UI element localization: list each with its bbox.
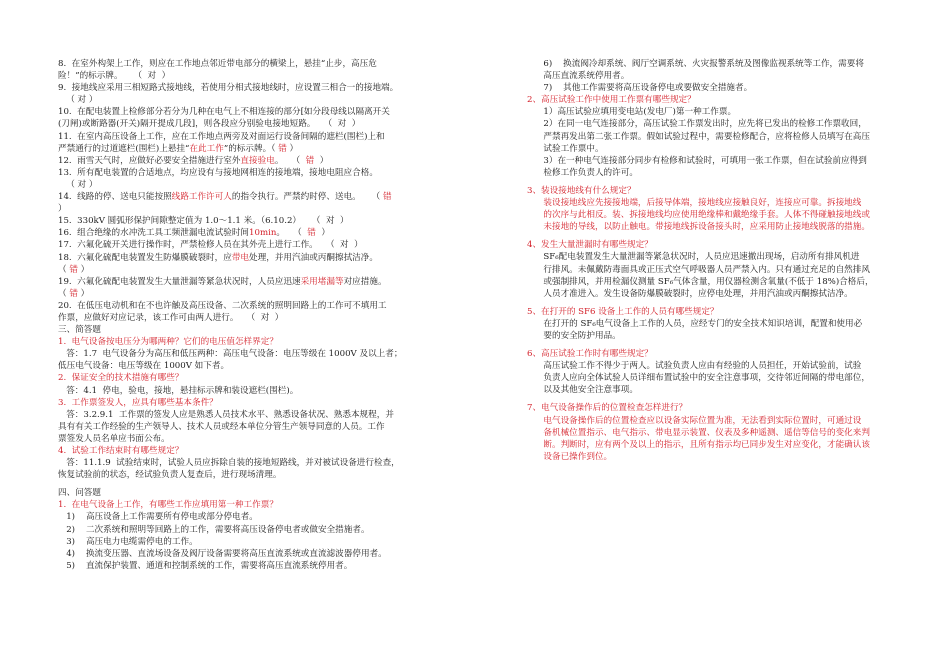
- highlighted-text: 2. 保证安全的技术措施有哪些？: [58, 373, 184, 384]
- text-span: 恢复试验前的状态，经试验负责人复查后，进行现场清理。: [58, 470, 282, 481]
- highlighted-text: 在此工作: [189, 143, 224, 154]
- left-line: [58, 524, 458, 536]
- left-line: [58, 118, 458, 130]
- text-span: 9. 接地线应采用三相短路式接地线，若使用分相式接地线时，应设置三相合一的接地端。: [58, 83, 399, 94]
- text-span: ）: [77, 264, 90, 275]
- highlighted-text: 带电: [231, 252, 250, 263]
- text-span: 对应措施。: [343, 276, 387, 287]
- left-line: [58, 372, 458, 384]
- highlighted-text: 的次序与此相反。装、拆接地线均应使用绝缘棒和戴绝缘手套。人体不得碰触接地线或: [527, 210, 870, 221]
- right-line: [527, 167, 902, 179]
- text-span: （ 对 ）: [58, 179, 98, 190]
- highlighted-text: 线路工作许可人: [171, 192, 232, 203]
- text-span: 答：1.7 电气设备分为高压和低压两种：高压电气设备：电压等级在 1000V 及以上者；: [58, 349, 403, 360]
- highlighted-text: 1. 电气设备按电压分为哪两种？它们的电压值怎样界定？: [58, 337, 278, 348]
- left-line: [58, 179, 458, 191]
- text-span: 严禁通行的过道遮栏(围栏)上悬挂“: [58, 143, 190, 154]
- right-line: [527, 70, 902, 82]
- right-line: [527, 82, 902, 94]
- left-line: [58, 276, 458, 288]
- left-line: [58, 227, 458, 239]
- highlighted-text: 3、装设接地线有什么规定？: [527, 185, 636, 196]
- left-line: [58, 487, 458, 499]
- right-line: [527, 306, 902, 318]
- left-line: [58, 143, 458, 155]
- highlighted-text: 5、在打开的 SF6 设备上工作的人员有哪些规定？: [527, 306, 719, 317]
- highlighted-text: 10min: [249, 228, 277, 239]
- text-span: 答：4.1 停电，验电，接地，悬挂标示牌和装设遮栏(围栏)。: [58, 385, 299, 396]
- text-span: （: [58, 264, 70, 275]
- text-span: 负责人应向全体试验人员详细布置试验中的安全注意事项，交待邻近间隔的带电部位，: [527, 373, 870, 384]
- left-line: [58, 300, 458, 312]
- highlighted-text: 4、发生大量泄漏时有哪些规定？: [527, 240, 653, 251]
- text-span: ”的标示牌。（: [223, 143, 279, 154]
- right-line: [527, 94, 902, 106]
- highlighted-text: 3. 工作票签发人，应具有哪些基本条件？: [58, 397, 218, 408]
- highlighted-text: 2、高压试验工作中使用工作票有哪些规定？: [527, 95, 696, 106]
- right-line: [527, 402, 902, 414]
- text-span: 或强制排风，并用检漏仪测量 SF₆气体含量，用仪器检测含氧量(不低于 18%)合格后，: [527, 276, 874, 287]
- text-span: 人员才准进入。发生设备防爆膜破裂时，应停电处理，并用汽油或丙酮擦拭洁净。: [527, 288, 853, 299]
- text-span: 1) 高压设备上工作需要所有停电或部分停电者。: [58, 512, 258, 523]
- right-line: [527, 118, 902, 130]
- highlighted-text: 断。判断时，应有两个及以上的指示，且所有指示均已同步发生对应变化，才能确认该: [527, 439, 870, 450]
- left-line: [58, 239, 458, 251]
- highlighted-text: 错: [69, 264, 78, 275]
- right-line: [527, 209, 902, 221]
- left-line: [58, 409, 458, 421]
- right-line: [527, 276, 902, 288]
- highlighted-text: 采用堵漏等: [300, 276, 344, 287]
- text-span: 16. 组合绝缘的水冲洗工具工频泄漏电流试验时间: [58, 228, 250, 239]
- text-span: ）: [315, 228, 330, 239]
- left-line: [58, 288, 458, 300]
- text-span: 四、问答题: [58, 488, 101, 499]
- left-line: [58, 312, 458, 324]
- text-span: 19. 六氟化硫配电装置发生大量泄漏等紧急状况时，人员应迅速: [58, 276, 301, 287]
- text-span: 。 （: [274, 155, 306, 166]
- left-line: [58, 560, 458, 572]
- right-line: [527, 330, 902, 342]
- text-span: （: [58, 288, 70, 299]
- text-span: 12. 雨雪天气时，应做好必要安全措施进行室外: [58, 155, 241, 166]
- highlighted-text: 电气设备操作后的位置检查应以设备实际位置为准，无法看到实际位置时，可通过设: [527, 415, 862, 426]
- left-line: [58, 433, 458, 445]
- right-line: [527, 239, 902, 251]
- text-span: 具有有关工作经验的生产领导人、技术人员或经本单位分管生产领导同意的人员。工作: [58, 421, 385, 432]
- text-span: 处理，并用汽油或丙酮擦拭洁净。: [249, 252, 378, 263]
- right-line: [527, 155, 902, 167]
- text-span: 18. 六氟化硫配电装置发生防爆膜破裂时，应: [58, 252, 232, 263]
- text-span: 试验工作票中。: [527, 143, 604, 154]
- text-span: 低压电气设备：电压等级在 1000V 如下者。: [58, 361, 230, 372]
- left-line: [58, 348, 458, 360]
- right-line: [527, 318, 902, 330]
- text-span: 答：11.1.9 试验结束时，试验人员应拆除自装的接地短路线，并对被试设备进行检查，: [58, 458, 400, 469]
- left-line: [58, 215, 458, 227]
- text-span: 17. 六氟化硫开关进行操作时，严禁检修人员在其外壳上进行工作。 （ 对 ）: [58, 240, 363, 251]
- right-line: [527, 197, 902, 209]
- text-span: （ 对 ）: [58, 95, 98, 106]
- left-line: [58, 252, 458, 264]
- left-line: [58, 445, 458, 457]
- text-span: 3) 高压电力电缆需停电的工作。: [58, 536, 198, 547]
- highlighted-text: 错: [307, 228, 316, 239]
- text-span: 行排风。未佩戴防毒面具或正压式空气呼吸器人员严禁入内。只有通过充足的自然排风: [527, 264, 870, 275]
- left-line: [58, 336, 458, 348]
- right-line: [527, 251, 902, 263]
- text-span: 7) 其他工作需要将高压设备停电或要做安全措施者。: [527, 83, 753, 94]
- text-span: 13. 所有配电装置的合适地点，均应设有与接地网相连的接地端，接地电阻应合格。: [58, 167, 378, 178]
- left-line: [58, 536, 458, 548]
- text-span: 要的安全防护用品。: [527, 330, 621, 341]
- left-line: [58, 499, 458, 511]
- text-span: ）: [314, 155, 329, 166]
- left-line: [58, 421, 458, 433]
- left-line: [58, 360, 458, 372]
- left-column: [58, 58, 458, 572]
- highlighted-text: 4. 试验工作结束时有哪些规定？: [58, 446, 184, 456]
- text-span: 10. 在配电装置上检修部分若分为几种在电气上不相连接的部分[如分段母线以隔离开关: [58, 107, 390, 118]
- right-line: [527, 264, 902, 276]
- highlighted-text: 未接地的导线，以防止触电。带接地线拆设备接头时，应采用防止接地线脱落的措施。: [527, 222, 870, 233]
- text-span: 票签发人员名单应书面公布。: [58, 433, 170, 444]
- text-span: 答：3.2.9.1 工作票的签发人应是熟悉人员技术水平、熟悉设备状况、熟悉本规程，并: [58, 409, 394, 420]
- highlighted-text: 错: [383, 192, 392, 203]
- text-span: 三、简答题: [58, 325, 101, 336]
- text-span: 作票，应做好对应记录，该工作可由两人进行。 （ 对 ）: [58, 312, 284, 323]
- right-line: [527, 439, 902, 451]
- text-span: 严禁再发出第二张工作票。假如试验过程中，需要检修配合，应将检修人员填写在高压: [527, 131, 870, 142]
- highlighted-text: 装设接地线应先接接地端，后接导体端，接地线应接触良好，连接应可靠。拆接地线: [527, 198, 862, 209]
- left-line: [58, 106, 458, 118]
- left-line: [58, 548, 458, 560]
- highlighted-text: 错: [305, 155, 315, 166]
- text-span: 检修工作负责人的许可。: [527, 167, 638, 178]
- text-span: 险！”的标示牌。 （ 对 ）: [58, 71, 171, 82]
- left-line: [58, 155, 458, 167]
- text-span: SF₆配电装置发生大量泄漏等紧急状况时，人员应迅速撤出现场，启动所有排风机进: [527, 252, 860, 263]
- text-span: 。 （: [276, 228, 308, 239]
- text-span: ）: [77, 288, 90, 299]
- left-line: [58, 511, 458, 523]
- right-line: [527, 451, 902, 463]
- highlighted-text: 直接验电: [240, 155, 275, 166]
- text-span: 2) 二次系统和照明等回路上的工作，需要将高压设备停电者或做安全措施者。: [58, 524, 370, 535]
- left-line: [58, 58, 458, 70]
- left-line: [58, 131, 458, 143]
- text-span: 11. 在室内高压设备上工作，应在工作地点两旁及对面运行设备间隔的遮栏(围栏)上和: [58, 131, 385, 142]
- text-span: 5) 直流保护装置、通道和控制系统的工作，需要将高压直流系统停用者。: [58, 560, 353, 571]
- highlighted-text: 6、高压试验工作时有哪些规定？: [527, 349, 653, 360]
- right-line: [527, 360, 902, 372]
- right-line: [527, 384, 902, 396]
- text-span: 14. 线路的停、送电只能按照: [58, 192, 172, 203]
- left-line: [58, 191, 458, 203]
- text-span: 3）在一种电气连接部分同步有检修和试验时，可填用一张工作票，但在试验前应得到: [527, 155, 867, 166]
- text-span: 4) 换流变压器、直流场设备及阀厅设备需要将高压直流系统或直流滤波器停用者。: [58, 548, 387, 559]
- left-line: [58, 70, 458, 82]
- left-line: [58, 324, 458, 336]
- left-line: [58, 167, 458, 179]
- right-line: [527, 185, 902, 197]
- right-line: [527, 58, 902, 70]
- text-span: 高压试验工作不得少于两人。试验负责人应由有经验的人员担任，开始试验前，试验: [527, 361, 862, 372]
- text-span: 6) 换流阀冷却系统、阀厅空调系统、火灾报警系统及图像监视系统等工作，需要将: [527, 59, 864, 69]
- right-line: [527, 143, 902, 155]
- left-line: [58, 82, 458, 94]
- right-line: [527, 427, 902, 439]
- highlighted-text: 错: [69, 288, 78, 299]
- right-line: [527, 348, 902, 360]
- text-span: 8. 在室外构架上工作，则应在工作地点邻近带电部分的横梁上，悬挂“止步，高压危: [58, 59, 377, 69]
- right-line: [527, 372, 902, 384]
- right-line: [527, 221, 902, 233]
- left-line: [58, 94, 458, 106]
- left-line: [58, 385, 458, 397]
- text-span: ）: [286, 143, 299, 154]
- right-line: [527, 131, 902, 143]
- highlighted-text: 7、电气设备操作后的位置检查怎样进行？: [527, 403, 688, 414]
- text-span: 以及其他安全注意事项。: [527, 385, 638, 396]
- highlighted-text: 错: [278, 143, 287, 154]
- text-span: 的指令执行。严禁约时停、送电。 （: [231, 192, 384, 203]
- text-span: 15. 330kV 圆弧形保护间隙整定值为 1.0～1.1 米。（6.10.2） （ 对 ）: [58, 216, 349, 227]
- left-line: [58, 457, 458, 469]
- highlighted-text: 备机械位置指示、电气指示、带电显示装置、仪表及多种遥测、遥信等信号的变化来判: [527, 427, 870, 438]
- text-span: 高压直流系统停用者。: [527, 71, 630, 82]
- right-line: [527, 288, 902, 300]
- left-line: [58, 469, 458, 481]
- right-line: [527, 415, 902, 427]
- right-line: [527, 106, 902, 118]
- left-line: [58, 264, 458, 276]
- text-span: (刀闸)或断路器(开关)隔开提成几段]，则各段应分别验电接地短路。 （ 对 ）: [58, 119, 361, 130]
- left-line: [58, 397, 458, 409]
- text-span: ）: [58, 204, 67, 215]
- text-span: 在打开的 SF₆电气设备上工作的人员，应经专门的安全技术知识培训，配置和使用必: [527, 318, 863, 329]
- left-line: [58, 203, 458, 215]
- text-span: 20. 在低压电动机和在不也许触及高压设备、二次系统的照明回路上的工作可不填用工: [58, 300, 387, 311]
- text-span: 2）在同一电气连接部分，高压试验工作票发出时，应先将已发出的检修工作票收回，: [527, 119, 867, 130]
- highlighted-text: 设备已操作到位。: [527, 451, 613, 462]
- right-column: [527, 58, 902, 463]
- text-span: 1）高压试验应填用变电站(发电厂)第一种工作票。: [527, 107, 737, 118]
- highlighted-text: 1. 在电气设备上工作，有哪些工作应填用第一种工作票？: [58, 500, 278, 511]
